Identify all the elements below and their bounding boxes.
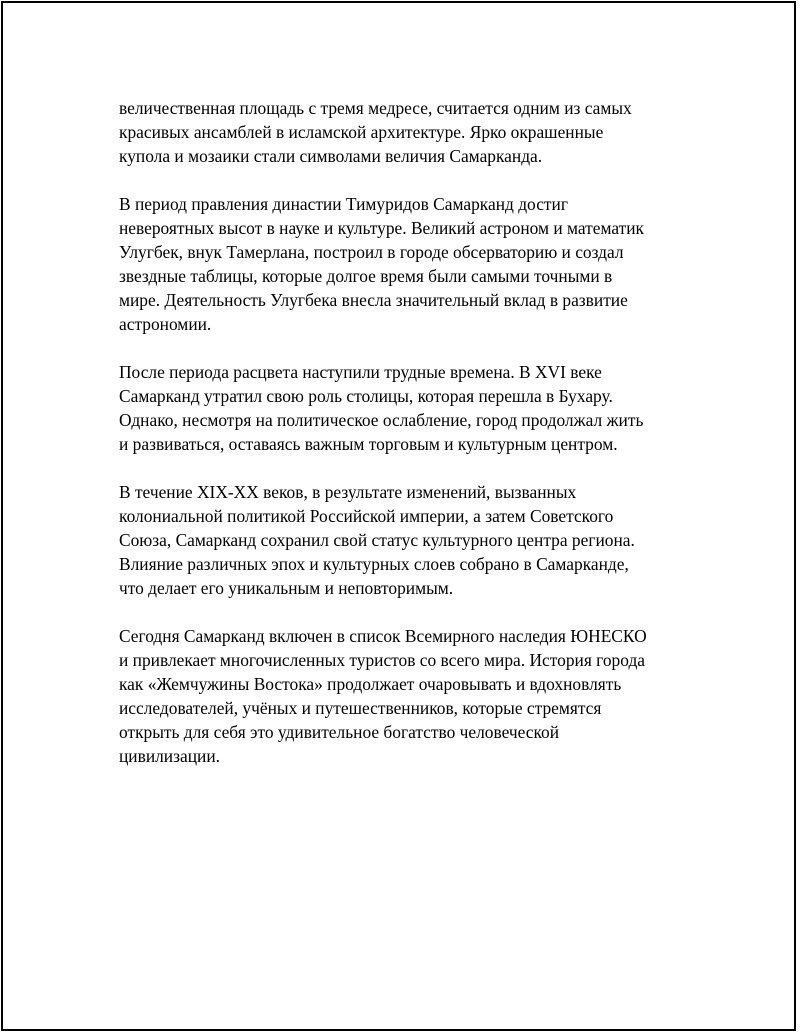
text-line: астрономии. [119,314,212,334]
text-line: Сегодня Самарканд включен в список Всемирного наследия ЮНЕСКО [119,626,647,646]
paragraph-3 [119,360,691,456]
text-line: величественная площадь с тремя медресе, считается одним из самых [119,98,632,118]
page-frame [1,1,796,1031]
text-line: звездные таблицы, которые долгое время были самыми точными в [119,266,613,286]
text-line: и развиваться, оставаясь важным торговым и культурным центром. [119,434,618,454]
text-line: колониальной политикой Российской империи, а затем Советского [119,506,614,526]
text-line: Однако, несмотря на политическое ослабление, город продолжал жить [119,410,644,430]
text-line: исследователей, учёных и путешественников, которые стремятся [119,698,602,718]
text-line: купола и мозаики стали символами величия Самарканда. [119,146,543,166]
text-line: Улугбек, внук Тамерлана, построил в городе обсерваторию и создал [119,242,624,262]
text-line: После периода расцвета наступили трудные времена. В XVI веке [119,362,602,382]
paragraph-2 [119,192,691,336]
text-line: Самарканд утратил свою роль столицы, которая перешла в Бухару. [119,386,613,406]
text-line: Союза, Самарканд сохранил свой статус культурного центра региона. [119,530,635,550]
text-line: Влияние различных эпох и культурных слоев собрано в Самарканде, [119,554,629,574]
text-line: невероятных высот в науке и культуре. Великий астроном и математик [119,218,644,238]
text-line: открыть для себя это удивительное богатство человеческой [119,722,560,742]
paragraph-5 [119,624,691,768]
text-line: мире. Деятельность Улугбека внесла значительный вклад в развитие [119,290,628,310]
text-line: В период правления династии Тимуридов Самарканд достиг [119,194,568,214]
paragraph-1 [119,96,691,168]
document-body [119,96,691,792]
text-line: В течение XIX-XX веков, в результате изменений, вызванных [119,482,577,502]
text-line: красивых ансамблей в исламской архитектуре. Ярко окрашенные [119,122,604,142]
text-line: что делает его уникальным и неповторимым. [119,578,454,598]
text-line: цивилизации. [119,746,220,766]
paragraph-4 [119,480,691,600]
text-line: как «Жемчужины Востока» продолжает очаровывать и вдохновлять [119,674,622,694]
text-line: и привлекает многочисленных туристов со всего мира. История города [119,650,646,670]
